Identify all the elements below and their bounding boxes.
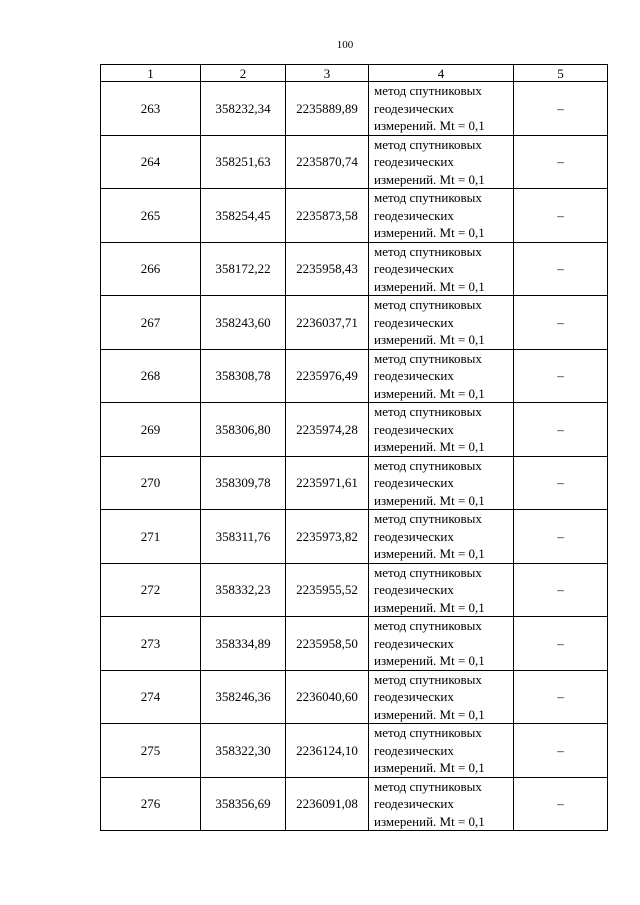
method-line-1: метод спутниковых <box>374 350 482 366</box>
method-line-2: геодезических <box>374 742 454 758</box>
column-5-cell: – <box>514 777 608 831</box>
method-line-3: измерений. Mt = 0,1 <box>374 546 485 561</box>
method-cell <box>369 403 514 457</box>
method-line-3: измерений. Mt = 0,1 <box>374 225 485 240</box>
method-line-1: метод спутниковых <box>374 83 482 98</box>
point-number-cell: 264 <box>101 135 201 189</box>
column-5-cell: – <box>514 617 608 671</box>
method-line-2: геодезических <box>374 207 454 223</box>
method-line-1: метод спутниковых <box>374 190 482 205</box>
column-header-5: 5 <box>514 65 608 82</box>
column-5-cell: – <box>514 563 608 617</box>
y-coordinate-cell: 2235889,89 <box>286 82 369 136</box>
method-line-3: измерений. Mt = 0,1 <box>374 599 485 615</box>
y-coordinate-cell: 2235873,58 <box>286 189 369 243</box>
point-number-cell: 267 <box>101 296 201 350</box>
x-coordinate-cell: 358246,36 <box>201 670 286 724</box>
method-line-3: измерений. Mt = 0,1 <box>374 706 485 722</box>
point-number-cell: 268 <box>101 349 201 403</box>
point-number-cell: 276 <box>101 777 201 831</box>
point-number-cell: 273 <box>101 617 201 671</box>
column-5-cell: – <box>514 296 608 350</box>
method-cell <box>369 135 514 189</box>
method-line-1: метод спутниковых <box>374 457 482 473</box>
column-header-4: 4 <box>369 65 514 82</box>
point-number-cell: 274 <box>101 670 201 724</box>
method-cell <box>369 349 514 403</box>
method-cell <box>369 242 514 296</box>
coordinates-table <box>100 64 608 831</box>
table-row <box>101 403 608 457</box>
method-line-2: геодезических <box>374 689 454 704</box>
x-coordinate-cell: 358172,22 <box>201 242 286 296</box>
x-coordinate-cell: 358309,78 <box>201 456 286 510</box>
method-line-2: геодезических <box>374 528 454 544</box>
method-cell <box>369 82 514 136</box>
table-row <box>101 82 608 136</box>
y-coordinate-cell: 2235976,49 <box>286 349 369 403</box>
method-line-2: геодезических <box>374 154 454 169</box>
method-line-3: измерений. Mt = 0,1 <box>374 492 485 508</box>
method-line-2: геодезических <box>374 100 454 116</box>
table-row <box>101 777 608 831</box>
table-row <box>101 617 608 671</box>
column-5-cell: – <box>514 82 608 136</box>
y-coordinate-cell: 2235971,61 <box>286 456 369 510</box>
column-5-cell: – <box>514 242 608 296</box>
column-5-cell: – <box>514 724 608 778</box>
x-coordinate-cell: 358334,89 <box>201 617 286 671</box>
table-body <box>101 65 608 831</box>
point-number-cell: 270 <box>101 456 201 510</box>
x-coordinate-cell: 358243,60 <box>201 296 286 350</box>
x-coordinate-cell: 358251,63 <box>201 135 286 189</box>
method-line-1: метод спутниковых <box>374 243 482 259</box>
method-line-3: измерений. Mt = 0,1 <box>374 278 485 294</box>
method-line-1: метод спутниковых <box>374 671 482 687</box>
x-coordinate-cell: 358322,30 <box>201 724 286 778</box>
x-coordinate-cell: 358332,23 <box>201 563 286 617</box>
method-line-3: измерений. Mt = 0,1 <box>374 385 485 401</box>
method-line-3: измерений. Mt = 0,1 <box>374 332 485 347</box>
method-cell <box>369 724 514 778</box>
point-number-cell: 269 <box>101 403 201 457</box>
table-row <box>101 670 608 724</box>
y-coordinate-cell: 2236037,71 <box>286 296 369 350</box>
method-line-2: геодезических <box>374 421 454 437</box>
table-row <box>101 135 608 189</box>
method-line-1: метод спутниковых <box>374 564 482 580</box>
table-row <box>101 563 608 617</box>
method-cell <box>369 777 514 831</box>
table-row <box>101 189 608 243</box>
y-coordinate-cell: 2236124,10 <box>286 724 369 778</box>
point-number-cell: 265 <box>101 189 201 243</box>
method-cell <box>369 456 514 510</box>
method-line-3: измерений. Mt = 0,1 <box>374 653 485 668</box>
column-header-3: 3 <box>286 65 369 82</box>
method-cell <box>369 296 514 350</box>
x-coordinate-cell: 358232,34 <box>201 82 286 136</box>
point-number-cell: 263 <box>101 82 201 136</box>
page-number: 100 <box>336 39 354 51</box>
y-coordinate-cell: 2235974,28 <box>286 403 369 457</box>
table-row <box>101 296 608 350</box>
method-line-1: метод спутниковых <box>374 511 482 526</box>
x-coordinate-cell: 358356,69 <box>201 777 286 831</box>
x-coordinate-cell: 358308,78 <box>201 349 286 403</box>
y-coordinate-cell: 2235958,50 <box>286 617 369 671</box>
y-coordinate-cell: 2236040,60 <box>286 670 369 724</box>
x-coordinate-cell: 358311,76 <box>201 510 286 564</box>
point-number-cell: 266 <box>101 242 201 296</box>
method-line-2: геодезических <box>374 475 454 490</box>
method-cell <box>369 563 514 617</box>
method-cell <box>369 510 514 564</box>
table-row <box>101 510 608 564</box>
table-header-row <box>101 65 608 82</box>
method-line-3: измерений. Mt = 0,1 <box>374 813 485 829</box>
method-line-2: геодезических <box>374 314 454 330</box>
method-line-1: метод спутниковых <box>374 136 482 152</box>
method-cell <box>369 189 514 243</box>
point-number-cell: 272 <box>101 563 201 617</box>
method-line-1: метод спутниковых <box>374 297 482 312</box>
point-number-cell: 271 <box>101 510 201 564</box>
method-line-2: геодезических <box>374 368 454 383</box>
table-row <box>101 724 608 778</box>
method-line-2: геодезических <box>374 261 454 276</box>
column-header-1: 1 <box>101 65 201 82</box>
column-5-cell: – <box>514 349 608 403</box>
table-row <box>101 456 608 510</box>
column-5-cell: – <box>514 510 608 564</box>
column-5-cell: – <box>514 456 608 510</box>
table-row <box>101 349 608 403</box>
column-5-cell: – <box>514 670 608 724</box>
point-number-cell: 275 <box>101 724 201 778</box>
y-coordinate-cell: 2235955,52 <box>286 563 369 617</box>
method-line-3: измерений. Mt = 0,1 <box>374 439 485 454</box>
column-5-cell: – <box>514 189 608 243</box>
column-5-cell: – <box>514 135 608 189</box>
y-coordinate-cell: 2235973,82 <box>286 510 369 564</box>
y-coordinate-cell: 2235958,43 <box>286 242 369 296</box>
method-line-1: метод спутниковых <box>374 618 482 633</box>
column-5-cell: – <box>514 403 608 457</box>
y-coordinate-cell: 2236091,08 <box>286 777 369 831</box>
method-line-3: измерений. Mt = 0,1 <box>374 171 485 187</box>
method-line-1: метод спутниковых <box>374 404 482 419</box>
method-line-2: геодезических <box>374 796 454 811</box>
method-line-2: геодезических <box>374 582 454 597</box>
method-line-3: измерений. Mt = 0,1 <box>374 118 485 133</box>
x-coordinate-cell: 358306,80 <box>201 403 286 457</box>
method-line-3: измерений. Mt = 0,1 <box>374 760 485 775</box>
method-line-1: метод спутниковых <box>374 725 482 740</box>
column-header-2: 2 <box>201 65 286 82</box>
y-coordinate-cell: 2235870,74 <box>286 135 369 189</box>
x-coordinate-cell: 358254,45 <box>201 189 286 243</box>
method-cell <box>369 670 514 724</box>
method-cell <box>369 617 514 671</box>
table-row <box>101 242 608 296</box>
method-line-1: метод спутниковых <box>374 778 482 794</box>
method-line-2: геодезических <box>374 635 454 651</box>
